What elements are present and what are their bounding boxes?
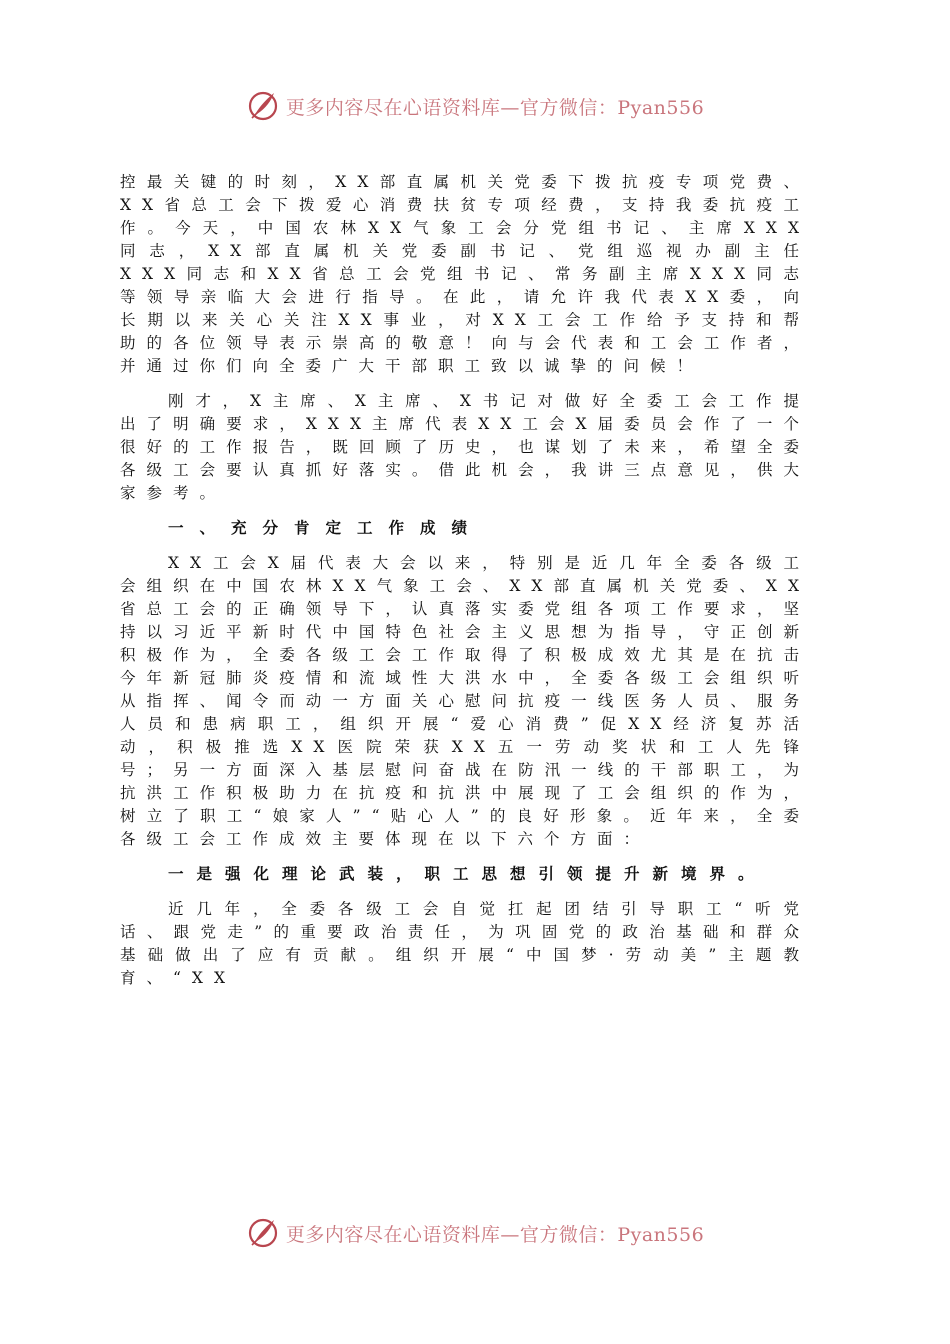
header-banner bbox=[0, 86, 950, 126]
paragraph-1: 控最关键的时刻，XX部直属机关党委下拨抗疫专项党费、XX省总工会下拨爱心消费扶贫专项经费，支持我委抗疫工作。今天，中国农林XX气象工会分党组书记、主席XXX同志，XX部直属机关党委副书记、党组巡视办副主任XXX同志和XX省总工会党组书记、常务副主席XXX同志等领导亲临大会进行指导。在此，请允许我代表XX委，向长期以来关心关注XX事业，对XX工会工作给予支持和帮助的各位领导表示崇高的敬意！向与会代表和工会工作者，并通过你们向全委广大干部职工致以诚挚的问候！ bbox=[120, 173, 810, 375]
quill-logo-icon bbox=[246, 1216, 280, 1250]
paragraph-4: 近几年，全委各级工会自觉扛起团结引导职工“听党话、跟党走”的重要政治责任，为巩固党的政治基础和群众基础做出了应有贡献。组织开展“中国梦·劳动美”主题教育、“XX bbox=[120, 900, 810, 987]
quill-logo-icon bbox=[246, 89, 280, 123]
footer-banner bbox=[0, 1213, 950, 1253]
document-body bbox=[120, 171, 810, 1002]
paragraph-3: XX工会X届代表大会以来，特别是近几年全委各级工会组织在中国农林XX气象工会、XX部直属机关党委、XX省总工会的正确领导下，认真落实委党组各项工作要求，坚持以习近平新时代中国特色社会主义思想为指导，守正创新积极作为，全委各级工会工作取得了积极成效尤其是在抗击今年新冠肺炎疫情和流域性大洪水中，全委各级工会组织听从指挥、闻令而动一方面关心慰问抗疫一线医务人员、服务人员和患病职工，组织开展“爱心消费”促XX经济复苏活动，积极推选XX医院荣获XX五一劳动奖状和工人先锋号；另一方面深入基层慰问奋战在防汛一线的干部职工，为抗洪工作积极助力在抗疫和抗洪中展现了工会组织的作为，树立了职工“娘家人”“贴心人”的良好形象。近年来，全委各级工会工作成效主要体现在以下六个方面： bbox=[120, 554, 810, 848]
section-heading-1: 一、充分肯定工作成绩 bbox=[168, 519, 484, 537]
subheading-1: 一是强化理论武装，职工思想引领提升新境界。 bbox=[168, 865, 767, 883]
paragraph-2: 刚才，X主席、X主席、X书记对做好全委工会工作提出了明确要求，XXX主席代表XX工会X届委员会作了一个很好的工作报告，既回顾了历史，也谋划了未来，希望全委各级工会要认真抓好落实。借此机会，我讲三点意见，供大家参考。 bbox=[120, 392, 810, 502]
footer-banner-text: 更多内容尽在心语资料库—官方微信：Pyan556 bbox=[285, 1223, 705, 1246]
header-banner-text: 更多内容尽在心语资料库—官方微信：Pyan556 bbox=[285, 96, 705, 119]
